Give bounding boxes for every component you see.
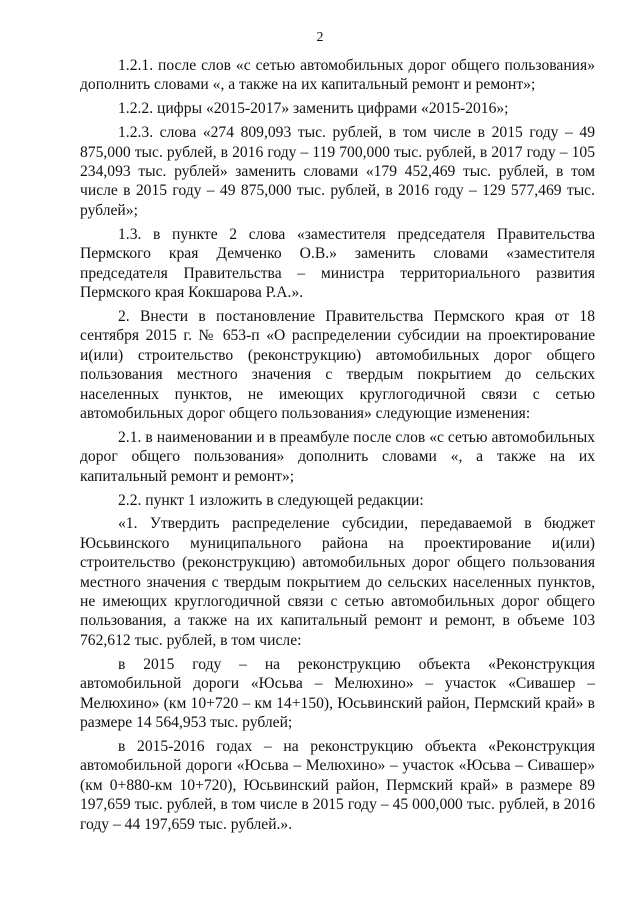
paragraph-1-3: 1.3. в пункте 2 слова «заместителя председателя Правительства Пермского края Демченко О.В.» заменить словами «заместителя председателя Правительства – министра территориального развития Пермского края Кокшарова Р.А.». <box>80 225 595 301</box>
paragraph-2-1: 2.1. в наименовании и в преамбуле после слов «с сетью автомобильных дорог общего пользования» дополнить словами «, а также на их капитальный ремонт и ремонт»; <box>80 428 595 485</box>
paragraph-new-point-1: «1. Утвердить распределение субсидии, передаваемой в бюджет Юсьвинского муниципального района на проектирование и(или) строительство (реконструкцию) автомобильных дорог общего пользования местного значения с твердым покрытием до сельских населенных пунктов, не имеющих круглогодичной связи с сетью автомобильных дорог общего пользования, а также на их капитальный ремонт и ремонт, в объеме 103 762,612 тыс. рублей, в том числе: <box>80 515 595 649</box>
paragraph-2015-2016-object: в 2015-2016 годах – на реконструкцию объекта «Реконструкция автомобильной дороги «Юсьва – Мелюхино» – участок «Юсьва – Сивашер» (км 0+880-км 10+720), Юсьвинский район, Пермский край» в размере 89 197,659 тыс. рублей, в том числе в 2015 году – 45 000,000 тыс. рублей, в 2016 году – 44 197,659 тыс. рублей.». <box>80 737 595 833</box>
page-number: 2 <box>316 30 324 45</box>
paragraph-1-2-1: 1.2.1. после слов «с сетью автомобильных дорог общего пользования» дополнить словами «, а также на их капитальный ремонт и ремонт»; <box>80 57 595 94</box>
paragraph-1-2-3: 1.2.3. слова «274 809,093 тыс. рублей, в том числе в 2015 году – 49 875,000 тыс. рублей, в 2016 году – 119 700,000 тыс. рублей, в 2017 году – 105 234,093 тыс. рублей» заменить словами «179 452,469 тыс. рублей, в том числе в 2015 году – 49 875,000 тыс. рублей, в 2016 году – 129 577,469 тыс. рублей»; <box>80 124 595 219</box>
paragraph-2015-object: в 2015 году – на реконструкцию объекта «Реконструкция автомобильной дороги «Юсьва – Мелюхино» – участок «Сивашер – Мелюхино» (км 10+720 – км 14+150), Юсьвинский район, Пермский край» в размере 14 564,953 тыс. рублей; <box>80 655 595 731</box>
paragraph-2-2: 2.2. пункт 1 изложить в следующей редакции: <box>118 491 424 509</box>
paragraph-1-2-2: 1.2.2. цифры «2015-2017» заменить цифрами «2015-2016»; <box>118 100 509 118</box>
paragraph-2: 2. Внести в постановление Правительства Пермского края от 18 сентября 2015 г. № 653-п «О распределении субсидии на проектирование и(или) строительство (реконструкцию) автомобильных дорог общего пользования местного значения с твердым покрытием до сельских населенных пунктов, не имеющих круглогодичной связи с сетью автомобильных дорог общего пользования» следующие изменения: <box>80 307 595 422</box>
document-body <box>80 56 595 838</box>
